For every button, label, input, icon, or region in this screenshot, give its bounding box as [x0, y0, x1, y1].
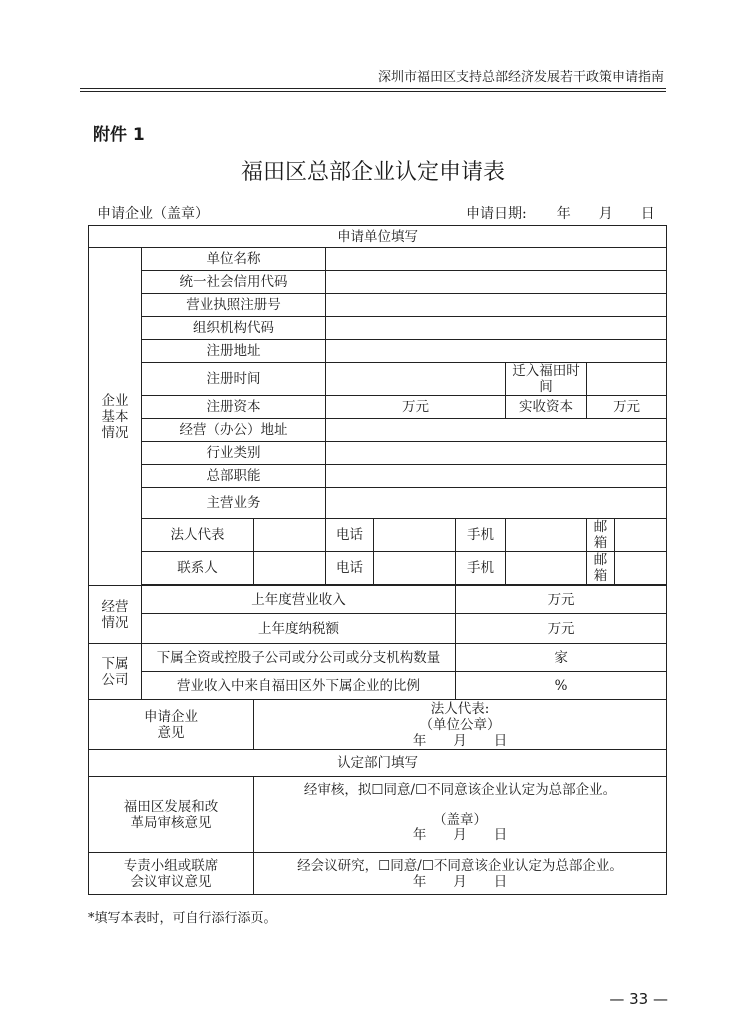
contact-mobile-field[interactable] — [506, 552, 587, 585]
group-meeting-text: 经会议研究，☐同意/☐不同意该企业认定为总部企业。 — [297, 857, 623, 874]
applicant-seal-label: 申请企业（盖章） — [97, 206, 209, 222]
move-time-label: 迁入福田时间 — [506, 363, 587, 396]
tax-unit: 万元 — [547, 620, 575, 637]
credit-code-label: 统一社会信用代码 — [142, 271, 326, 294]
hq-function-label: 总部职能 — [142, 465, 326, 488]
org-code-label: 组织机构代码 — [142, 317, 326, 340]
footnote: *填写本表时，可自行添行添页。 — [88, 911, 277, 926]
date-day: 日 — [640, 206, 655, 222]
section-dept: 认定部门填写 — [89, 750, 667, 777]
reg-time-field[interactable] — [326, 363, 506, 396]
dev-bureau-opinion[interactable] — [254, 777, 667, 853]
application-form-table — [88, 225, 667, 895]
attachment-label: 附件 1 — [93, 125, 145, 145]
legal-rep-field[interactable] — [254, 519, 326, 552]
legal-rep-email-label: 邮 箱 — [587, 519, 615, 552]
main-business-label: 主营业务 — [142, 488, 326, 519]
contact-phone-label: 电话 — [326, 552, 374, 585]
applicant-opinion-label: 申请企业 意见 — [89, 700, 254, 750]
license-no-field[interactable] — [326, 294, 667, 317]
contact-mobile-label: 手机 — [456, 552, 506, 585]
operation-group: 经营 情况 — [89, 586, 142, 644]
dev-bureau-label: 福田区发展和改 革局审核意见 — [89, 777, 254, 853]
subsidiary-group: 下属 公司 — [89, 644, 142, 700]
revenue-field[interactable] — [456, 586, 667, 614]
org-code-field[interactable] — [326, 317, 667, 340]
opinion-legal-rep: 法人代表: — [430, 700, 490, 717]
tax-field[interactable] — [456, 614, 667, 644]
page-number: — 33 — — [609, 990, 668, 1008]
opinion-date: 年 月 日 — [412, 732, 508, 749]
running-header: 深圳市福田区支持总部经济发展若干政策申请指南 — [377, 70, 664, 85]
reg-capital-field[interactable] — [326, 396, 506, 419]
tax-label: 上年度纳税额 — [142, 614, 456, 644]
opinion-seal: （单位公章） — [419, 716, 501, 733]
contact-phone-field[interactable] — [374, 552, 456, 585]
reg-capital-label: 注册资本 — [142, 396, 326, 419]
subsidiary-count-label: 下属全资或控股子公司或分公司或分支机构数量 — [142, 644, 456, 672]
applicant-opinion-field[interactable] — [254, 700, 667, 750]
outside-ratio-field[interactable] — [456, 672, 667, 700]
industry-label: 行业类别 — [142, 442, 326, 465]
contact-field[interactable] — [254, 552, 326, 585]
legal-rep-label: 法人代表 — [142, 519, 254, 552]
subsidiary-count-field[interactable] — [456, 644, 667, 672]
move-time-field[interactable] — [587, 363, 667, 396]
outside-ratio-label: 营业收入中来自福田区外下属企业的比例 — [142, 672, 456, 700]
license-no-label: 营业执照注册号 — [142, 294, 326, 317]
hq-function-field[interactable] — [326, 465, 667, 488]
application-date — [466, 203, 655, 223]
main-business-field[interactable] — [326, 488, 667, 519]
header-rule — [80, 88, 666, 89]
reg-capital-unit: 万元 — [402, 399, 429, 415]
contact-email-field[interactable] — [615, 552, 667, 585]
credit-code-field[interactable] — [326, 271, 667, 294]
reg-address-label: 注册地址 — [142, 340, 326, 363]
outside-ratio-unit: % — [554, 677, 568, 694]
paid-capital-field[interactable] — [587, 396, 667, 419]
legal-rep-mobile-field[interactable] — [506, 519, 587, 552]
group-meeting-date: 年 月 日 — [412, 873, 508, 890]
date-month: 月 — [598, 206, 613, 222]
group-meeting-opinion[interactable] — [254, 853, 667, 895]
group-meeting-label: 专责小组或联席 会议审议意见 — [89, 853, 254, 895]
unit-name-field[interactable] — [326, 248, 667, 271]
office-address-label: 经营（办公）地址 — [142, 419, 326, 442]
basic-info-group: 企业 基本 情况 — [89, 248, 142, 586]
date-year: 年 — [556, 206, 571, 222]
dev-bureau-seal: （盖章） — [433, 812, 488, 828]
header-rule-thin — [80, 91, 666, 92]
form-title: 福田区总部企业认定申请表 — [240, 160, 505, 185]
date-label: 申请日期: — [466, 206, 527, 222]
industry-field[interactable] — [326, 442, 667, 465]
legal-rep-mobile-label: 手机 — [456, 519, 506, 552]
reg-address-field[interactable] — [326, 340, 667, 363]
contact-email-label: 邮 箱 — [587, 552, 615, 585]
reg-time-label: 注册时间 — [142, 363, 326, 396]
section-applicant: 申请单位填写 — [89, 226, 667, 248]
revenue-label: 上年度营业收入 — [142, 586, 456, 614]
dev-bureau-text: 经审核，拟☐同意/☐不同意该企业认定为总部企业。 — [303, 782, 617, 798]
paid-capital-unit: 万元 — [613, 399, 641, 415]
legal-rep-phone-field[interactable] — [374, 519, 456, 552]
contact-label: 联系人 — [142, 552, 254, 585]
legal-rep-email-field[interactable] — [615, 519, 667, 552]
dev-bureau-date: 年 月 日 — [412, 827, 508, 843]
legal-rep-phone-label: 电话 — [326, 519, 374, 552]
paid-capital-label: 实收资本 — [506, 396, 587, 419]
unit-name-label: 单位名称 — [142, 248, 326, 271]
office-address-field[interactable] — [326, 419, 667, 442]
revenue-unit: 万元 — [547, 591, 575, 608]
subsidiary-count-unit: 家 — [554, 649, 568, 666]
